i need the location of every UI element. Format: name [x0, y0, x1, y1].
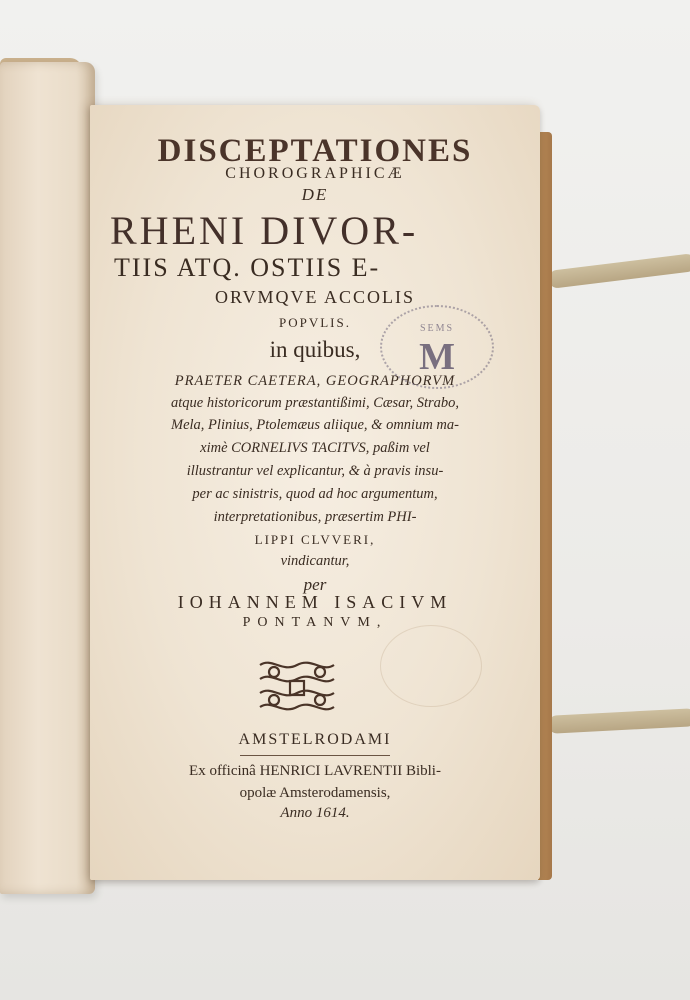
title-line-5: TIIS ATQ. OSTIIS E- — [114, 253, 381, 282]
body-line-3: Mela, Plinius, Ptolemæus aliique, & omnium ma- — [171, 417, 459, 433]
printer-ornament-icon — [252, 657, 342, 721]
title-line-2: CHOROGRAPHICÆ — [225, 165, 405, 182]
body-line-7: interpretationibus, præsertim PHI- — [213, 509, 417, 525]
body-line-2: atque historicorum præstantißimi, Cæsar, Strabo, — [170, 395, 460, 411]
body-line-9: vindicantur, — [280, 553, 350, 569]
library-stamp — [380, 305, 494, 389]
leather-tie-upper — [547, 253, 690, 289]
title-line-6: ORVMQVE ACCOLIS — [214, 287, 416, 307]
body-line-6: per ac sinistris, quod ad hoc argumentum, — [192, 486, 438, 502]
stamp-monogram: M — [419, 336, 455, 378]
body-line-1: PRAETER CAETERA, GEOGRAPHORVM — [174, 373, 456, 389]
title-line-7: POPVLIS. — [279, 315, 351, 330]
faded-stamp-impression — [380, 625, 482, 707]
imprint-year: Anno 1614. — [280, 805, 350, 821]
imprint-line-1: Ex officinâ HENRICI LAVRENTII Bibli- — [189, 763, 441, 779]
title-line-3: DE — [301, 185, 329, 204]
stamp-ring-text: SEMS — [419, 323, 455, 334]
author-surname: PONTANVM, — [242, 615, 388, 630]
body-line-8: LIPPI CLVVERI, — [254, 532, 376, 547]
body-line-4: ximè CORNELIVS TACITVS, paßim vel — [200, 440, 430, 456]
imprint-rule — [240, 755, 390, 756]
title-page — [90, 105, 540, 880]
book-left-page-block — [0, 62, 95, 894]
body-line-5: illustrantur vel explicantur, & à pravis insu- — [186, 463, 444, 479]
author-prefix: per — [303, 575, 327, 594]
imprint-line-2: opolæ Amsterodamensis, — [239, 785, 391, 801]
author-name: IOHANNEM ISACIVM — [177, 592, 453, 612]
title-line-4: RHENI DIVOR- — [110, 208, 419, 253]
leather-tie-lower — [548, 708, 690, 734]
imprint-city: AMSTELRODAMI — [238, 731, 392, 748]
title-line-1: DISCEPTATIONES — [157, 133, 473, 169]
book-cover-edge — [538, 132, 552, 880]
title-line-8: in quibus, — [269, 337, 361, 362]
